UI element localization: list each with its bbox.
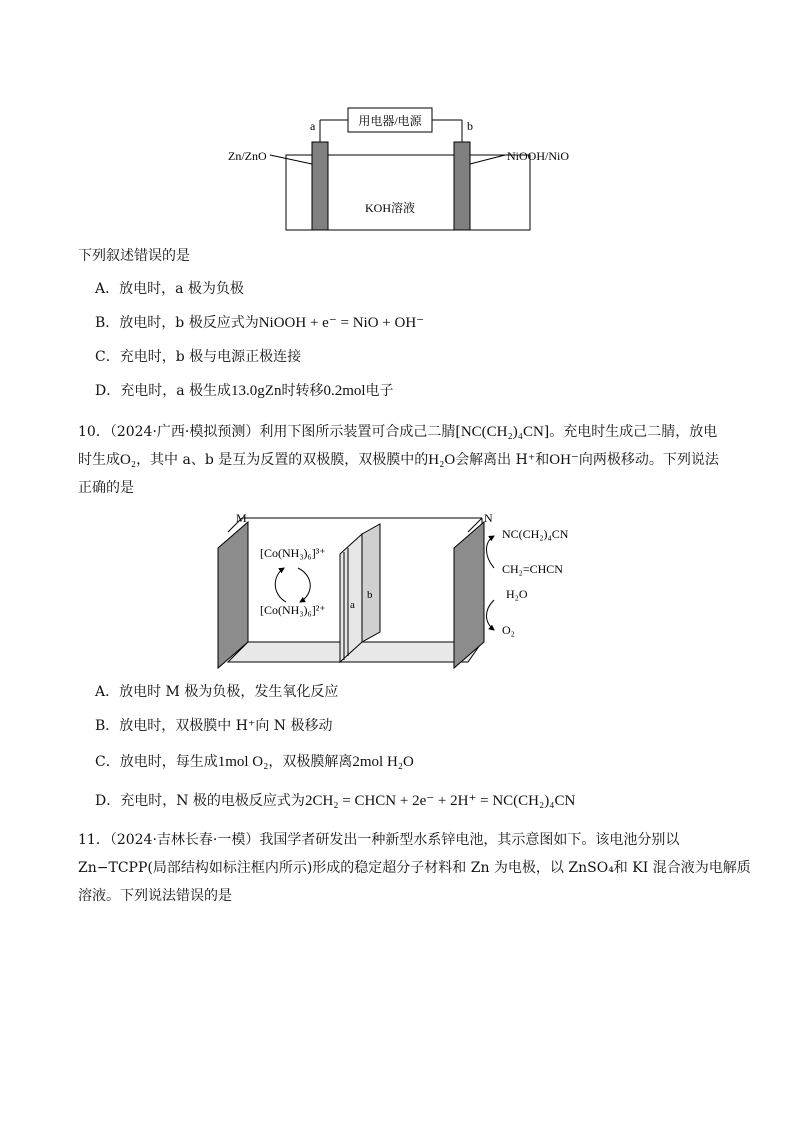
cobalt-complex-2plus: [Co(NH₃)₆]²⁺ <box>260 603 326 617</box>
q9-option-b-text: B．放电时，b 极反应式为 <box>95 315 259 331</box>
electrode-a <box>312 142 328 230</box>
q9-stem: 下列叙述错误的是 <box>78 248 190 264</box>
water-label: H₂O <box>506 587 528 601</box>
battery-figure-1 <box>220 100 600 240</box>
q10-line2-c: 会解离出 H⁺和 <box>455 452 550 468</box>
electrode-m <box>218 522 248 668</box>
q11-stem <box>78 826 758 910</box>
solution-label: KOH溶液 <box>365 201 415 215</box>
q10-option-b: B．放电时，双极膜中 H⁺向 N 极移动 <box>95 718 333 734</box>
q10-option-d-text: D．充电时，N 极的电极反应式为 <box>95 793 305 809</box>
right-electrode-label: NiOOH/NiO <box>507 149 569 163</box>
q10-line2-a: 时生成 <box>78 452 120 468</box>
q9-option-d-amount: 0.2mol <box>323 383 366 399</box>
q11-text1: 我国学者研发出一种新型水系锌电池，其示意图如下。该电池分别以 <box>259 832 680 848</box>
cobalt-complex-3plus: [Co(NH₃)₆]³⁺ <box>260 546 326 560</box>
q9-option-d-mass: 13.0gZn <box>231 383 282 399</box>
electrode-b <box>454 142 470 230</box>
cycle-arrow-left <box>275 568 286 602</box>
q10-h2o: H₂O <box>428 452 456 468</box>
device-label: 用电器/电源 <box>358 114 422 128</box>
left-electrode-label: Zn/ZnO <box>228 149 267 163</box>
q10-number: 10． <box>78 424 110 440</box>
membrane-a-label: a <box>350 599 355 611</box>
q10-line2-d: 向两极移动。下列说法 <box>578 452 719 468</box>
q11-number: 11． <box>78 832 110 848</box>
q10-o2: O₂ <box>120 452 137 468</box>
q10-option-c <box>95 752 414 772</box>
q10-line3: 正确的是 <box>78 480 134 496</box>
q10-oh: OH⁻ <box>549 452 579 468</box>
q10-option-d <box>95 791 575 811</box>
oxygen-label: O₂ <box>502 623 515 637</box>
h2o-to-o2-arrow <box>487 600 495 630</box>
q9-option-a: A．放电时，a 极为负极 <box>95 281 244 297</box>
q9-option-d-text2: 时转移 <box>281 383 324 399</box>
acrylonitrile-label: CH₂=CHCN <box>502 562 563 576</box>
q9-option-b-equation: NiOOH + e⁻ = NiO + OH⁻ <box>258 315 425 331</box>
membrane-b-label: b <box>367 589 373 601</box>
q10-text1: 利用下图所示装置可合成己二腈[ <box>259 424 461 440</box>
membrane-b <box>362 524 380 642</box>
q10-option-d-equation: 2CH₂ = CHCN + 2e⁻ + 2H⁺ = NC(CH₂)₄CN <box>304 793 576 809</box>
electrode-m-label: M <box>236 511 247 525</box>
q9-option-d-text3: 电子 <box>365 383 394 399</box>
terminal-b-label: b <box>467 119 473 133</box>
q11-line3: 溶液。下列说法错误的是 <box>78 888 232 904</box>
q9-option-b <box>95 313 424 333</box>
q10-source: （2024·广西·模拟预测） <box>109 424 260 440</box>
electrode-n <box>454 522 484 668</box>
q10-stem <box>78 418 738 502</box>
q9-option-d <box>95 381 394 401</box>
cycle-arrow-right <box>298 568 310 602</box>
q10-option-c-text2: ，双极膜解离 <box>268 754 353 770</box>
membrane-a <box>340 534 362 662</box>
electrolysis-figure-2 <box>210 510 630 672</box>
q11-source: （2024·吉林长春·一模） <box>109 832 260 848</box>
q11-line2: Zn−TCPP(局部结构如标注框内所示)形成的稳定超分子材料和 Zn 为电极，以 ZnSO₄和 KI 混合液为电解质 <box>78 860 751 876</box>
terminal-a-label: a <box>310 119 316 133</box>
q10-option-c-text: C．放电时，每生成 <box>95 754 218 770</box>
q10-line2-b: ，其中 a、b 是互为反置的双极膜，双极膜中的 <box>136 452 429 468</box>
q9-option-c: C．充电时，b 极与电源正极连接 <box>95 349 302 365</box>
electrode-n-label: N <box>484 511 493 525</box>
q10-option-c-h2o: 2mol H₂O <box>352 754 414 770</box>
q10-text2: ]。充电时生成己二腈，放电 <box>543 424 718 440</box>
q10-option-a: A．放电时 M 极为负极，发生氧化反应 <box>95 684 339 700</box>
q10-formula-adiponitrile: NC(CH₂)₄CN <box>460 424 544 440</box>
q10-option-c-o2: 1mol O₂ <box>217 754 269 770</box>
acn-to-adn-arrow <box>487 536 495 568</box>
adiponitrile-label: NC(CH₂)₄CN <box>502 527 569 541</box>
q9-option-d-text: D．充电时，a 极生成 <box>95 383 232 399</box>
